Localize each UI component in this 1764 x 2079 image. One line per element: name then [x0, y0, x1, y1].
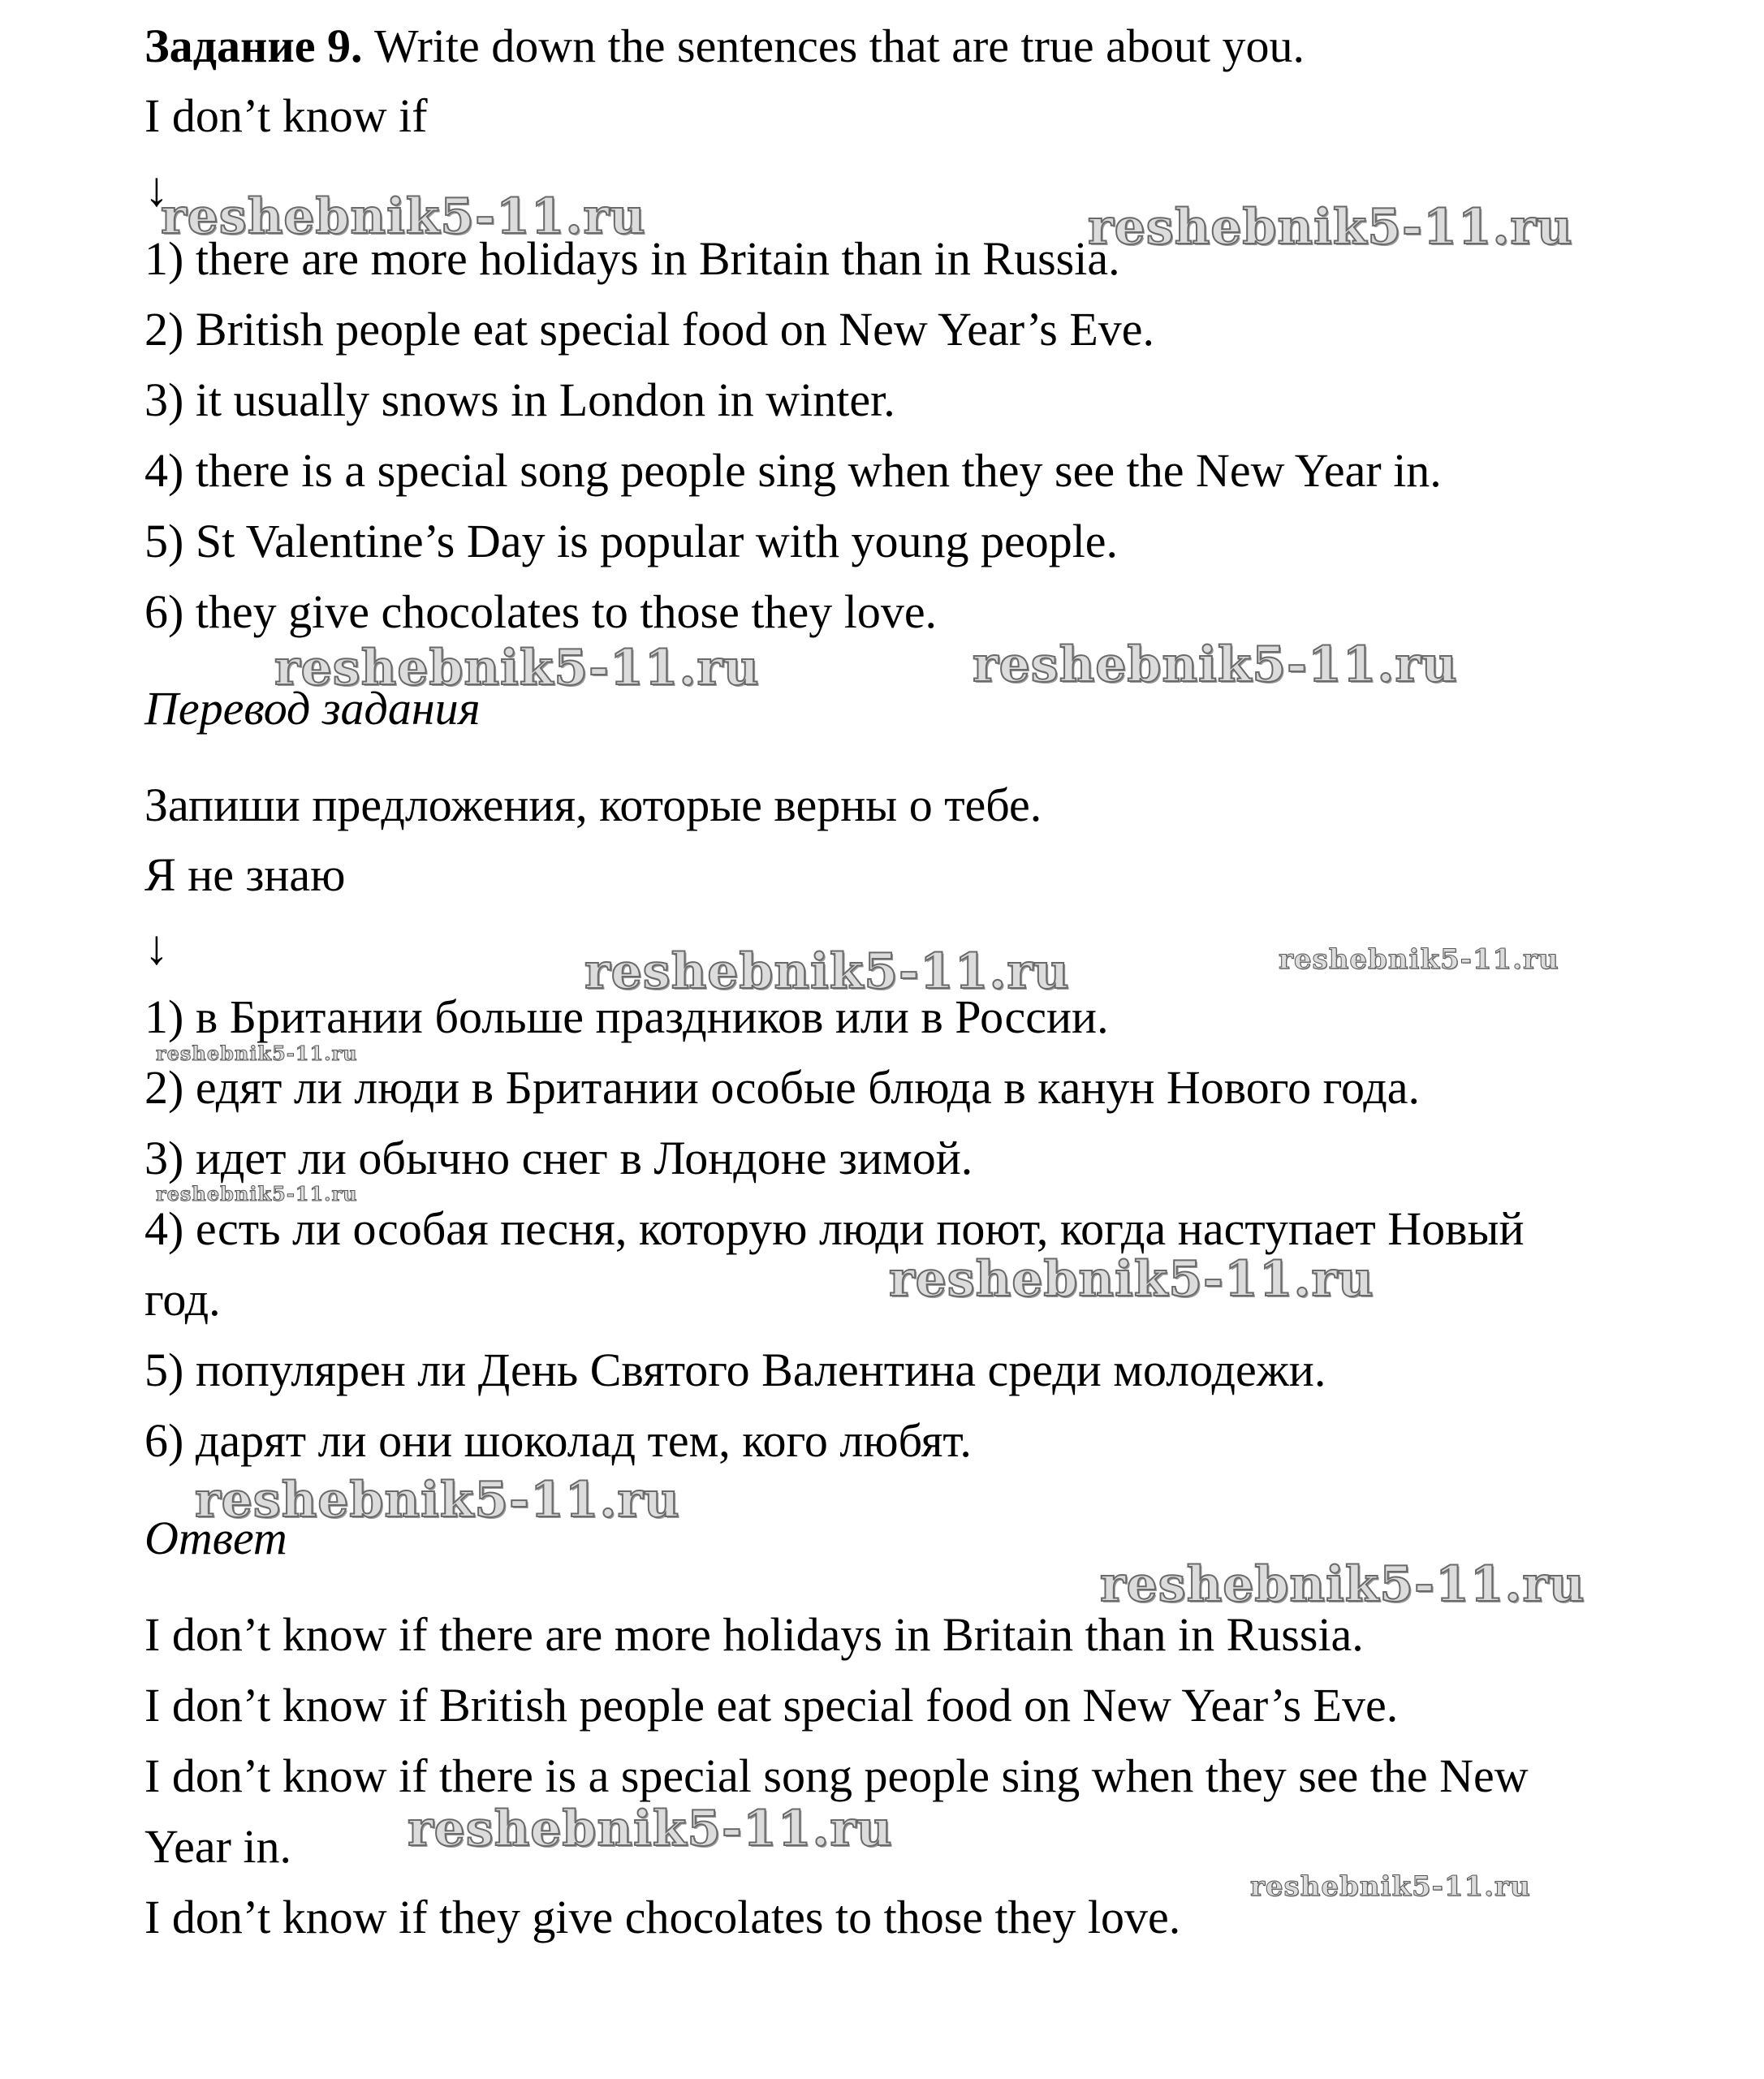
- watermark: reshebnik5-11.ru: [408, 1801, 893, 1857]
- watermark: reshebnik5-11.ru: [584, 943, 1070, 1000]
- task-item-2: 2) British people eat special food on New Year’s Eve.: [144, 303, 1155, 356]
- translation-item-2: 2) едят ли люди в Британии особые блюда в канун Нового года.: [144, 1061, 1421, 1114]
- task-item-4: 4) there is a special song people sing when they see the New Year in.: [144, 444, 1442, 497]
- watermark: reshebnik5-11.ru: [1250, 1870, 1531, 1903]
- watermark: reshebnik5-11.ru: [161, 188, 646, 245]
- watermark: reshebnik5-11.ru: [1279, 943, 1559, 976]
- answer-line-4: I don’t know if they give chocolates to those they love.: [144, 1891, 1181, 1943]
- translation-arrow: ↓: [144, 921, 169, 974]
- watermark: reshebnik5-11.ru: [1088, 199, 1573, 256]
- translation-item-5: 5) популярен ли День Святого Валентина среди молодежи.: [144, 1344, 1326, 1396]
- task-item-1: 1) there are more holidays in Britain than in Russia.: [144, 232, 1120, 285]
- translation-instruction: Запиши предложения, которые верны о тебе.: [144, 779, 1042, 831]
- translation-heading: Перевод задания: [144, 682, 481, 735]
- watermark: reshebnik5-11.ru: [195, 1472, 680, 1529]
- translation-lead: Я не знаю: [144, 848, 346, 901]
- task-arrow: ↓: [144, 162, 169, 216]
- task-label: Задание 9.: [144, 19, 363, 72]
- task-item-6: 6) they give chocolates to those they love.: [144, 585, 938, 638]
- task-item-3: 3) it usually snows in London in winter.: [144, 373, 895, 426]
- translation-item-4: 4) есть ли особая песня, которую люди поют, когда наступает Новый: [144, 1202, 1525, 1255]
- answer-line-3: I don’t know if there is a special song people sing when they see the New: [144, 1749, 1529, 1802]
- answer-line-1: I don’t know if there are more holidays in Britain than in Russia.: [144, 1608, 1364, 1661]
- answer-line-3-cont: Year in.: [144, 1820, 291, 1873]
- translation-item-1: 1) в Британии больше праздников или в России.: [144, 990, 1109, 1043]
- task-lead: I don’t know if: [144, 89, 428, 142]
- task-item-5: 5) St Valentine’s Day is popular with young people.: [144, 515, 1119, 567]
- answer-heading: Ответ: [144, 1512, 287, 1564]
- translation-item-6: 6) дарят ли они шоколад тем, кого любят.: [144, 1414, 972, 1467]
- watermark: reshebnik5-11.ru: [156, 1042, 358, 1065]
- task-instruction: Write down the sentences that are true about you.: [374, 19, 1305, 72]
- answer-line-2: I don’t know if British people eat special food on New Year’s Eve.: [144, 1679, 1399, 1732]
- translation-item-4-cont: год.: [144, 1273, 221, 1326]
- watermark: reshebnik5-11.ru: [973, 636, 1458, 693]
- watermark: reshebnik5-11.ru: [1100, 1556, 1585, 1613]
- translation-item-3: 3) идет ли обычно снег в Лондоне зимой.: [144, 1132, 973, 1184]
- watermark: reshebnik5-11.ru: [274, 640, 760, 697]
- watermark: reshebnik5-11.ru: [156, 1182, 358, 1206]
- task-title: [144, 18, 1305, 75]
- watermark: reshebnik5-11.ru: [889, 1251, 1374, 1308]
